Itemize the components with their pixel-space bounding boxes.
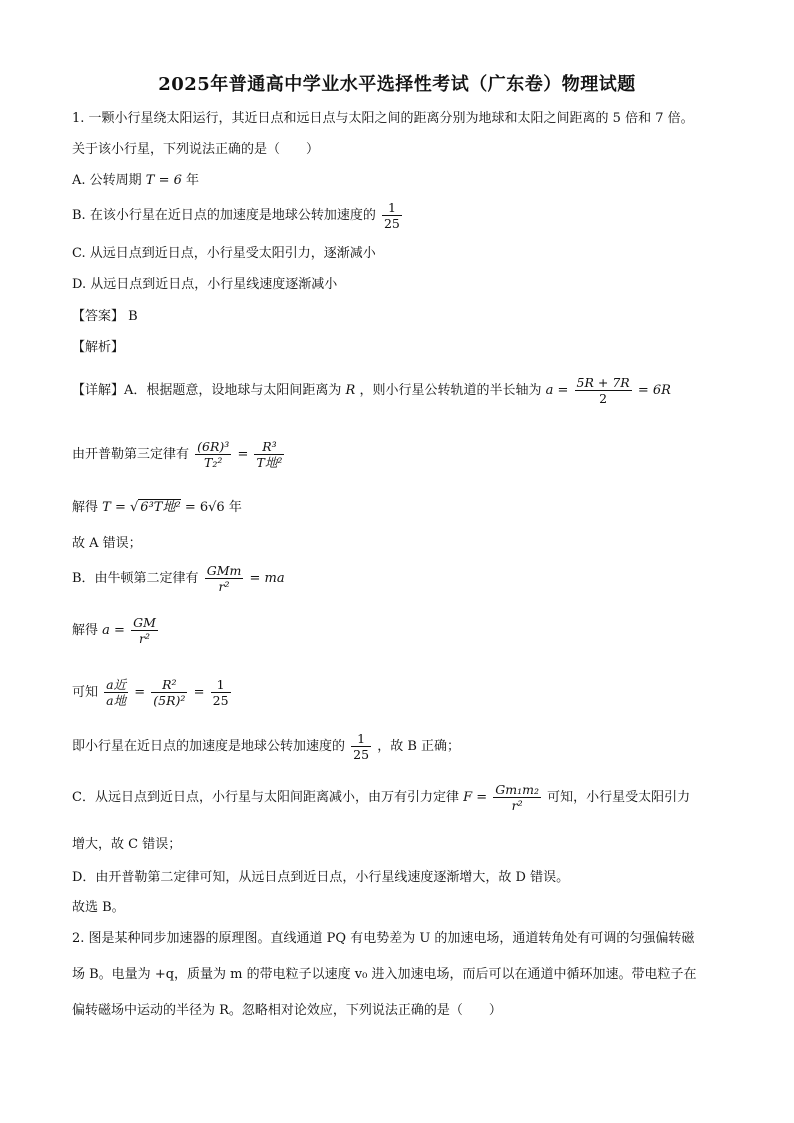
page-title: 2025年普通高中学业水平选择性考试（广东卷）物理试题	[158, 74, 636, 95]
fraction-denominator: a地	[106, 693, 127, 708]
c-wrong-line: 增大，故 C 错误；	[72, 837, 182, 852]
equals-sign: =	[134, 685, 146, 700]
b-newton-rhs: = ma	[249, 571, 285, 586]
equals-sign: =	[237, 447, 249, 462]
solve-T-unit: 年	[228, 500, 242, 515]
detail-a-symbol: R	[345, 383, 356, 398]
ratio-fraction-1	[104, 677, 128, 708]
b-newton-text: B．由牛顿第二定律有	[72, 571, 199, 586]
option-b-fraction	[382, 200, 402, 231]
detail-a-fraction	[575, 375, 632, 406]
kepler3-text: 由开普勒第三定律有	[72, 447, 190, 462]
ratio-fraction-3	[211, 677, 231, 708]
sqrt-sign: √	[130, 500, 139, 515]
solve-T-result: = 6√6	[184, 500, 225, 515]
detail-a-lhs: a =	[545, 383, 569, 398]
fraction-numerator: GM	[133, 615, 156, 630]
fraction-numerator: GMm	[206, 563, 242, 578]
fraction-numerator: a近	[106, 677, 127, 692]
c-gravity-lhs: F =	[463, 790, 488, 805]
ratio-line	[72, 674, 233, 712]
solve-T-text: 解得	[72, 500, 99, 515]
q1-stem-line2: 关于该小行星，下列说法正确的是（ ）	[72, 142, 320, 157]
equals-sign: =	[193, 685, 205, 700]
analysis-tag: 【解析】	[72, 340, 125, 355]
solve-T-lhs: T =	[102, 500, 126, 515]
q1-option-c: C. 从远日点到近日点，小行星受太阳引力，逐渐减小	[72, 246, 376, 261]
detail-a-line	[72, 374, 671, 408]
fraction-denominator: (5R)²	[153, 693, 186, 708]
b-conclusion-text: 即小行星在近日点的加速度是地球公转加速度的	[72, 739, 346, 754]
b-newton-fraction	[205, 563, 244, 594]
fraction-denominator: 25	[383, 216, 400, 231]
answer-row	[72, 308, 138, 326]
option-b-text: B. 在该小行星在近日点的加速度是地球公转加速度的	[72, 208, 376, 223]
fraction-denominator: 25	[212, 693, 229, 708]
solve-a-line	[72, 614, 160, 648]
solve-a-fraction	[131, 615, 158, 646]
fraction-numerator: 5R + 7R	[576, 375, 630, 390]
fraction-numerator: R²	[151, 677, 187, 693]
c-gravity-line	[72, 781, 690, 815]
solve-T-line	[72, 499, 242, 517]
c-gravity-end: 可知，小行星受太阳引力	[547, 790, 691, 805]
fraction-numerator: R³	[254, 439, 284, 455]
q2-line2: 场 B。电量为 +q，质量为 m 的带电粒子以速度 v₀ 进入加速电场，而后可以在通道中循环加速。带电粒子在	[72, 967, 697, 982]
fraction-denominator: r²	[138, 631, 150, 646]
q1-option-a	[72, 172, 199, 190]
option-a-label: A. 公转周期	[72, 173, 142, 188]
fraction-numerator: 1	[351, 731, 371, 747]
b-newton-line	[72, 562, 285, 596]
option-a-equation: T = 6	[145, 173, 182, 188]
detail-a-result: = 6R	[637, 383, 671, 398]
b-conclusion-end: ，故 B 正确；	[377, 739, 461, 754]
detail-a-text2: ，则小行星公转轨道的半长轴为	[359, 383, 542, 398]
sqrt-radicand: 6³T地²	[140, 500, 181, 515]
q2-line1: 2. 图是某种同步加速器的原理图。直线通道 PQ 有电势差为 U 的加速电场，通道转角处有可调的匀强偏转磁	[72, 931, 695, 946]
solve-a-text: 解得	[72, 623, 99, 638]
fraction-denominator: 25	[353, 747, 370, 762]
fraction-denominator: T₂²	[204, 455, 223, 470]
kepler3-fraction-left	[195, 439, 231, 470]
answer-tag: 【答案】	[72, 309, 125, 324]
fraction-denominator: T地²	[256, 455, 283, 470]
kepler3-fraction-right	[254, 439, 284, 470]
fraction-denominator: 2	[599, 391, 608, 406]
fraction-denominator: r²	[218, 579, 230, 594]
fraction-numerator: Gm₁m₂	[495, 782, 539, 797]
fraction-denominator: r²	[511, 798, 523, 813]
ratio-text: 可知	[72, 685, 99, 700]
d-line: D．由开普勒第二定律可知，从远日点到近日点，小行星线速度逐渐增大，故 D 错误。	[72, 870, 570, 885]
option-a-unit: 年	[186, 173, 200, 188]
fraction-numerator: 1	[382, 200, 402, 216]
q2-line3: 偏转磁场中运动的半径为 R。忽略相对论效应，下列说法正确的是（ ）	[72, 1003, 502, 1018]
kepler3-line	[72, 436, 286, 474]
q1-option-d: D. 从远日点到近日点，小行星线速度逐渐减小	[72, 277, 338, 292]
choose-line: 故选 B。	[72, 900, 125, 915]
detail-a-text: 【详解】A．根据题意，设地球与太阳间距离为	[72, 383, 342, 398]
fraction-numerator: (6R)³	[197, 439, 230, 454]
c-gravity-text: C．从远日点到近日点，小行星与太阳间距离减小，由万有引力定律	[72, 790, 459, 805]
q1-option-b	[72, 200, 404, 231]
c-gravity-fraction	[493, 782, 541, 813]
answer-value: B	[128, 309, 138, 324]
b-conclusion-line	[72, 730, 460, 764]
fraction-numerator: 1	[211, 677, 231, 693]
q1-stem-line1: 1. 一颗小行星绕太阳运行，其近日点和远日点与太阳之间的距离分别为地球和太阳之间距离的 5 倍和 7 倍。	[72, 111, 694, 126]
b-conclusion-fraction	[351, 731, 371, 762]
solve-a-lhs: a =	[102, 623, 125, 638]
a-wrong-line: 故 A 错误；	[72, 536, 142, 551]
ratio-fraction-2	[151, 677, 187, 708]
